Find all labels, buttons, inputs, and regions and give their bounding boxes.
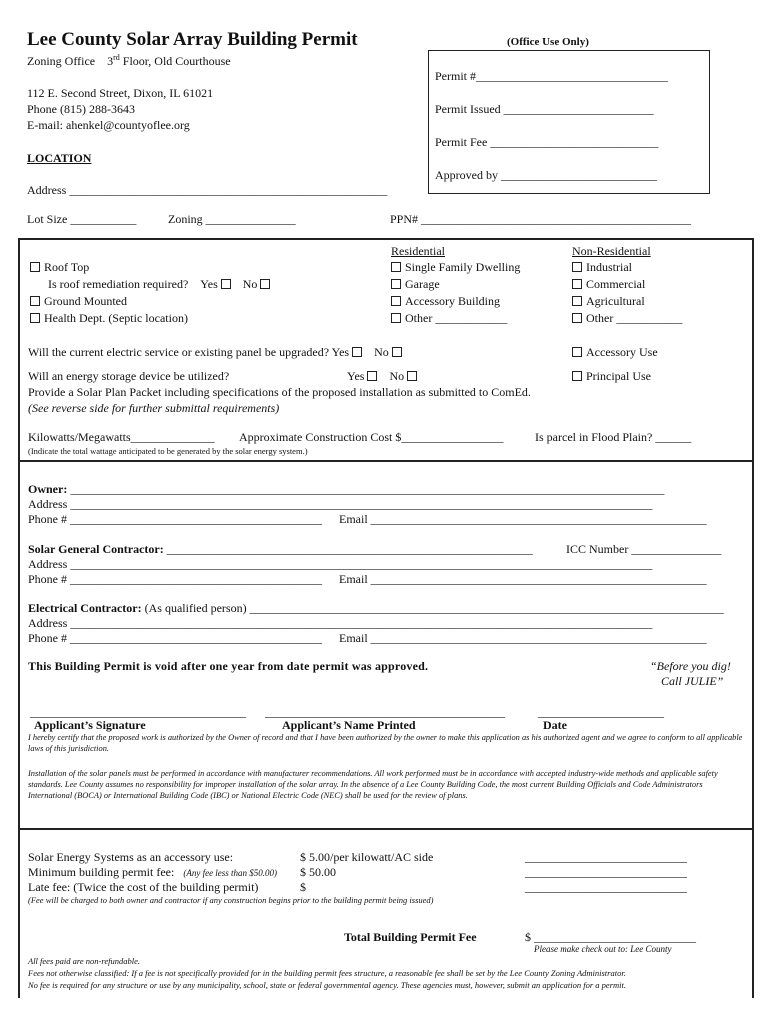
storage-yes-label: Yes bbox=[347, 369, 365, 383]
floor-suffix: rd bbox=[113, 53, 120, 62]
check-out-note: Please make check out to: Lee County bbox=[534, 944, 672, 954]
flood-plain-field[interactable]: Is parcel in Flood Plain? ______ bbox=[535, 430, 692, 444]
total-fee-label: Total Building Permit Fee bbox=[344, 930, 477, 944]
minimum-fee-value: $ 50.00 bbox=[300, 865, 336, 879]
checkbox[interactable] bbox=[572, 313, 582, 323]
no-fee-note: No fee is required for any structure or use by any municipality, school, state or federal governmental agency. These agencies must, however, submit an application for a permit. bbox=[28, 980, 626, 990]
residential-option[interactable] bbox=[391, 294, 500, 309]
health-dept-label: Health Dept. (Septic location) bbox=[44, 311, 188, 325]
storage-yes-checkbox[interactable] bbox=[367, 371, 377, 381]
accessory-use-checkbox[interactable] bbox=[572, 347, 582, 357]
roof-remediation-question bbox=[48, 277, 270, 292]
ground-mounted-label: Ground Mounted bbox=[44, 294, 127, 308]
julie-line-2: Call JULIE” bbox=[661, 674, 724, 688]
checkbox[interactable] bbox=[391, 313, 401, 323]
non-refundable-note: All fees paid are non-refundable. bbox=[28, 956, 140, 966]
wattage-note: (Indicate the total wattage anticipated to be generated by the solar energy system.) bbox=[28, 446, 308, 456]
principal-use-option[interactable] bbox=[572, 369, 651, 384]
installation-text: Installation of the solar panels must be performed in accordance with manufacturer recommendations. All work performed must be in accordance with accepted industry-wide methods and applicable safety standards. Lee County assumes no responsibility for improper installation of the solar array. In the absence of a Lee County Building Code, the most current Building Officials and Code Administrators International (BOCA) or International Building Code (IBC) or National Electric Code (NEC) shall be used for the review of plans. bbox=[28, 769, 718, 800]
ground-mounted-checkbox[interactable] bbox=[30, 296, 40, 306]
owner-field[interactable] bbox=[28, 482, 664, 497]
storage-no-checkbox[interactable] bbox=[407, 371, 417, 381]
fees-panel bbox=[18, 828, 754, 998]
remediation-no-label: No bbox=[242, 277, 258, 291]
electric-question-label: Will the current electric service or existing panel be upgraded? Yes bbox=[28, 345, 350, 359]
not-classified-note: Fees not otherwise classified: If a fee is not specifically provided for in the building permit fees structure, a reasonable fee shall be set by the Lee County Zoning Administrator. bbox=[28, 968, 626, 978]
checkbox[interactable] bbox=[391, 296, 401, 306]
remediation-yes-label: Yes bbox=[200, 277, 218, 291]
general-contractor-line: _____________________________________________________________ bbox=[166, 542, 533, 556]
nonresidential-label: Agricultural bbox=[586, 294, 645, 308]
checkbox[interactable] bbox=[572, 262, 582, 272]
nonresidential-option[interactable] bbox=[572, 311, 682, 326]
date-label: Date bbox=[543, 718, 567, 732]
fee-blank-line[interactable]: ___________________________ bbox=[525, 880, 687, 894]
zoning-field[interactable]: Zoning _______________ bbox=[168, 212, 296, 226]
roof-top-option[interactable] bbox=[30, 260, 89, 275]
health-dept-option[interactable] bbox=[30, 311, 188, 326]
roof-top-checkbox[interactable] bbox=[30, 262, 40, 272]
roof-remediation-label: Is roof remediation required? bbox=[48, 277, 189, 291]
location-address-field[interactable]: Address _____________________________________________________ bbox=[27, 183, 388, 197]
kilowatts-field[interactable]: Kilowatts/Megawatts______________ bbox=[28, 430, 215, 444]
owner-address-field[interactable]: Address _________________________________________________________________________________________________ bbox=[28, 497, 653, 511]
storage-no-label: No bbox=[389, 369, 405, 383]
nonresidential-option[interactable] bbox=[572, 260, 632, 275]
date-line[interactable]: _____________________ bbox=[538, 705, 664, 719]
permit-fee-field[interactable]: Permit Fee ____________________________ bbox=[435, 135, 659, 149]
general-contractor-label: Solar General Contractor: bbox=[28, 542, 164, 556]
printed-name-line[interactable]: ________________________________________ bbox=[265, 705, 505, 719]
project-type-panel bbox=[18, 238, 754, 462]
residential-heading: Residential bbox=[391, 244, 445, 258]
accessory-use-option[interactable] bbox=[572, 345, 658, 360]
remediation-yes-checkbox[interactable] bbox=[221, 279, 231, 289]
health-dept-checkbox[interactable] bbox=[30, 313, 40, 323]
lot-size-field[interactable]: Lot Size ___________ bbox=[27, 212, 137, 226]
owner-line: ___________________________________________________________________________________________________ bbox=[70, 482, 665, 496]
nonresidential-label: Commercial bbox=[586, 277, 646, 291]
nonresidential-label: Industrial bbox=[586, 260, 632, 274]
nonresidential-label: Other ___________ bbox=[586, 311, 683, 325]
checkbox[interactable] bbox=[391, 279, 401, 289]
fee-blank-line[interactable]: ___________________________ bbox=[525, 850, 687, 864]
solar-plan-instruction: Provide a Solar Plan Packet including specifications of the proposed installation as submitted to ComEd. bbox=[28, 385, 531, 399]
residential-label: Other ____________ bbox=[405, 311, 508, 325]
electric-no-checkbox[interactable] bbox=[392, 347, 402, 357]
permit-issued-field[interactable]: Permit Issued _________________________ bbox=[435, 102, 654, 116]
void-notice: This Building Permit is void after one year from date permit was approved. bbox=[28, 659, 429, 673]
ec-address-field[interactable]: Address _________________________________________________________________________________________________ bbox=[28, 616, 653, 630]
energy-storage-question: Will an energy storage device be utilized? bbox=[28, 369, 230, 383]
zoning-office: Zoning Office bbox=[27, 54, 96, 68]
roof-top-label: Roof Top bbox=[44, 260, 90, 274]
nonresidential-option[interactable] bbox=[572, 294, 645, 309]
fee-blank-line[interactable]: ___________________________ bbox=[525, 865, 687, 879]
residential-option[interactable] bbox=[391, 311, 507, 326]
electrical-contractor-field[interactable] bbox=[28, 601, 724, 616]
julie-line-1: “Before you dig! bbox=[650, 659, 731, 673]
residential-label: Single Family Dwelling bbox=[405, 260, 521, 274]
office-email: E-mail: ahenkel@countyoflee.org bbox=[27, 118, 190, 132]
certification-text: I hereby certify that the proposed work is authorized by the Owner of record and that I have been authorized by the owner to make this application as his authorized agent and we agree to conform to all applicable laws of this jurisdiction. bbox=[28, 733, 743, 753]
electric-no-label: No bbox=[374, 345, 389, 359]
office-street: 112 E. Second Street, Dixon, IL 61021 bbox=[27, 86, 214, 100]
checkbox[interactable] bbox=[572, 279, 582, 289]
checkbox[interactable] bbox=[572, 296, 582, 306]
principal-use-label: Principal Use bbox=[586, 369, 651, 383]
ec-email-field[interactable]: Email ________________________________________________________ bbox=[339, 631, 707, 645]
gc-email-field[interactable]: Email ________________________________________________________ bbox=[339, 572, 707, 586]
see-reverse-note: (See reverse side for further submittal requirements) bbox=[28, 401, 280, 415]
icc-number-field[interactable]: ICC Number _______________ bbox=[566, 542, 722, 556]
approved-by-field[interactable]: Approved by __________________________ bbox=[435, 168, 657, 182]
electrical-contractor-label: Electrical Contractor: bbox=[28, 601, 142, 615]
gc-address-field[interactable]: Address _________________________________________________________________________________________________ bbox=[28, 557, 653, 571]
residential-option[interactable] bbox=[391, 260, 520, 275]
ppn-field[interactable]: PPN# _____________________________________________ bbox=[390, 212, 692, 226]
minimum-fee-line bbox=[28, 865, 277, 880]
location-heading: LOCATION bbox=[27, 151, 92, 165]
ec-phone-field[interactable]: Phone # __________________________________________ bbox=[28, 631, 322, 645]
ground-mounted-option[interactable] bbox=[30, 294, 127, 309]
floor-rest: Floor, Old Courthouse bbox=[122, 54, 231, 68]
late-fee-label: Late fee: (Twice the cost of the building permit) bbox=[28, 880, 259, 894]
zoning-office-line bbox=[27, 53, 231, 69]
residential-label: Accessory Building bbox=[405, 294, 500, 308]
accessory-use-fee-value: $ 5.00/per kilowatt/AC side bbox=[300, 850, 434, 864]
remediation-no-checkbox[interactable] bbox=[260, 279, 270, 289]
office-phone: Phone (815) 288-3643 bbox=[27, 102, 135, 116]
minimum-fee-label: Minimum building permit fee: bbox=[28, 865, 175, 879]
total-fee-field[interactable]: $ ___________________________ bbox=[525, 930, 696, 944]
residential-option[interactable] bbox=[391, 277, 440, 292]
energy-storage-answers bbox=[347, 369, 417, 384]
late-fee-value: $ bbox=[300, 880, 306, 894]
page-title: Lee County Solar Array Building Permit bbox=[27, 29, 358, 50]
owner-label: Owner: bbox=[28, 482, 68, 496]
principal-use-checkbox[interactable] bbox=[572, 371, 582, 381]
permit-number-field[interactable]: Permit #________________________________ bbox=[435, 69, 668, 83]
charged-note: (Fee will be charged to both owner and contractor if any construction begins prior to the building permit being issued) bbox=[28, 895, 434, 905]
electrical-contractor-qualifier: (As qualified person) bbox=[144, 601, 247, 615]
floor-number: 3 bbox=[107, 54, 114, 68]
nonresidential-option[interactable] bbox=[572, 277, 645, 292]
residential-label: Garage bbox=[405, 277, 440, 291]
contacts-panel bbox=[18, 460, 754, 830]
owner-phone-field[interactable]: Phone # __________________________________________ bbox=[28, 512, 322, 526]
office-use-label: (Office Use Only) bbox=[507, 36, 589, 48]
electric-yes-checkbox[interactable] bbox=[352, 347, 362, 357]
nonresidential-heading: Non-Residential bbox=[572, 244, 651, 258]
signature-line[interactable]: ____________________________________ bbox=[30, 705, 246, 719]
construction-cost-field[interactable]: Approximate Construction Cost $_________________ bbox=[239, 430, 504, 444]
accessory-use-fee-label: Solar Energy Systems as an accessory use: bbox=[28, 850, 234, 864]
electrical-contractor-line: _______________________________________________________________________________ bbox=[249, 601, 724, 615]
owner-email-field[interactable]: Email ________________________________________________________ bbox=[339, 512, 707, 526]
applicant-name-label: Applicant’s Name Printed bbox=[282, 718, 416, 732]
applicant-signature-label: Applicant’s Signature bbox=[34, 718, 146, 732]
accessory-use-label: Accessory Use bbox=[586, 345, 658, 359]
minimum-fee-note: (Any fee less than $50.00) bbox=[183, 868, 278, 878]
office-use-box bbox=[428, 50, 710, 194]
general-contractor-field[interactable] bbox=[28, 542, 533, 557]
gc-phone-field[interactable]: Phone # __________________________________________ bbox=[28, 572, 322, 586]
electric-upgrade-question bbox=[28, 345, 402, 360]
checkbox[interactable] bbox=[391, 262, 401, 272]
